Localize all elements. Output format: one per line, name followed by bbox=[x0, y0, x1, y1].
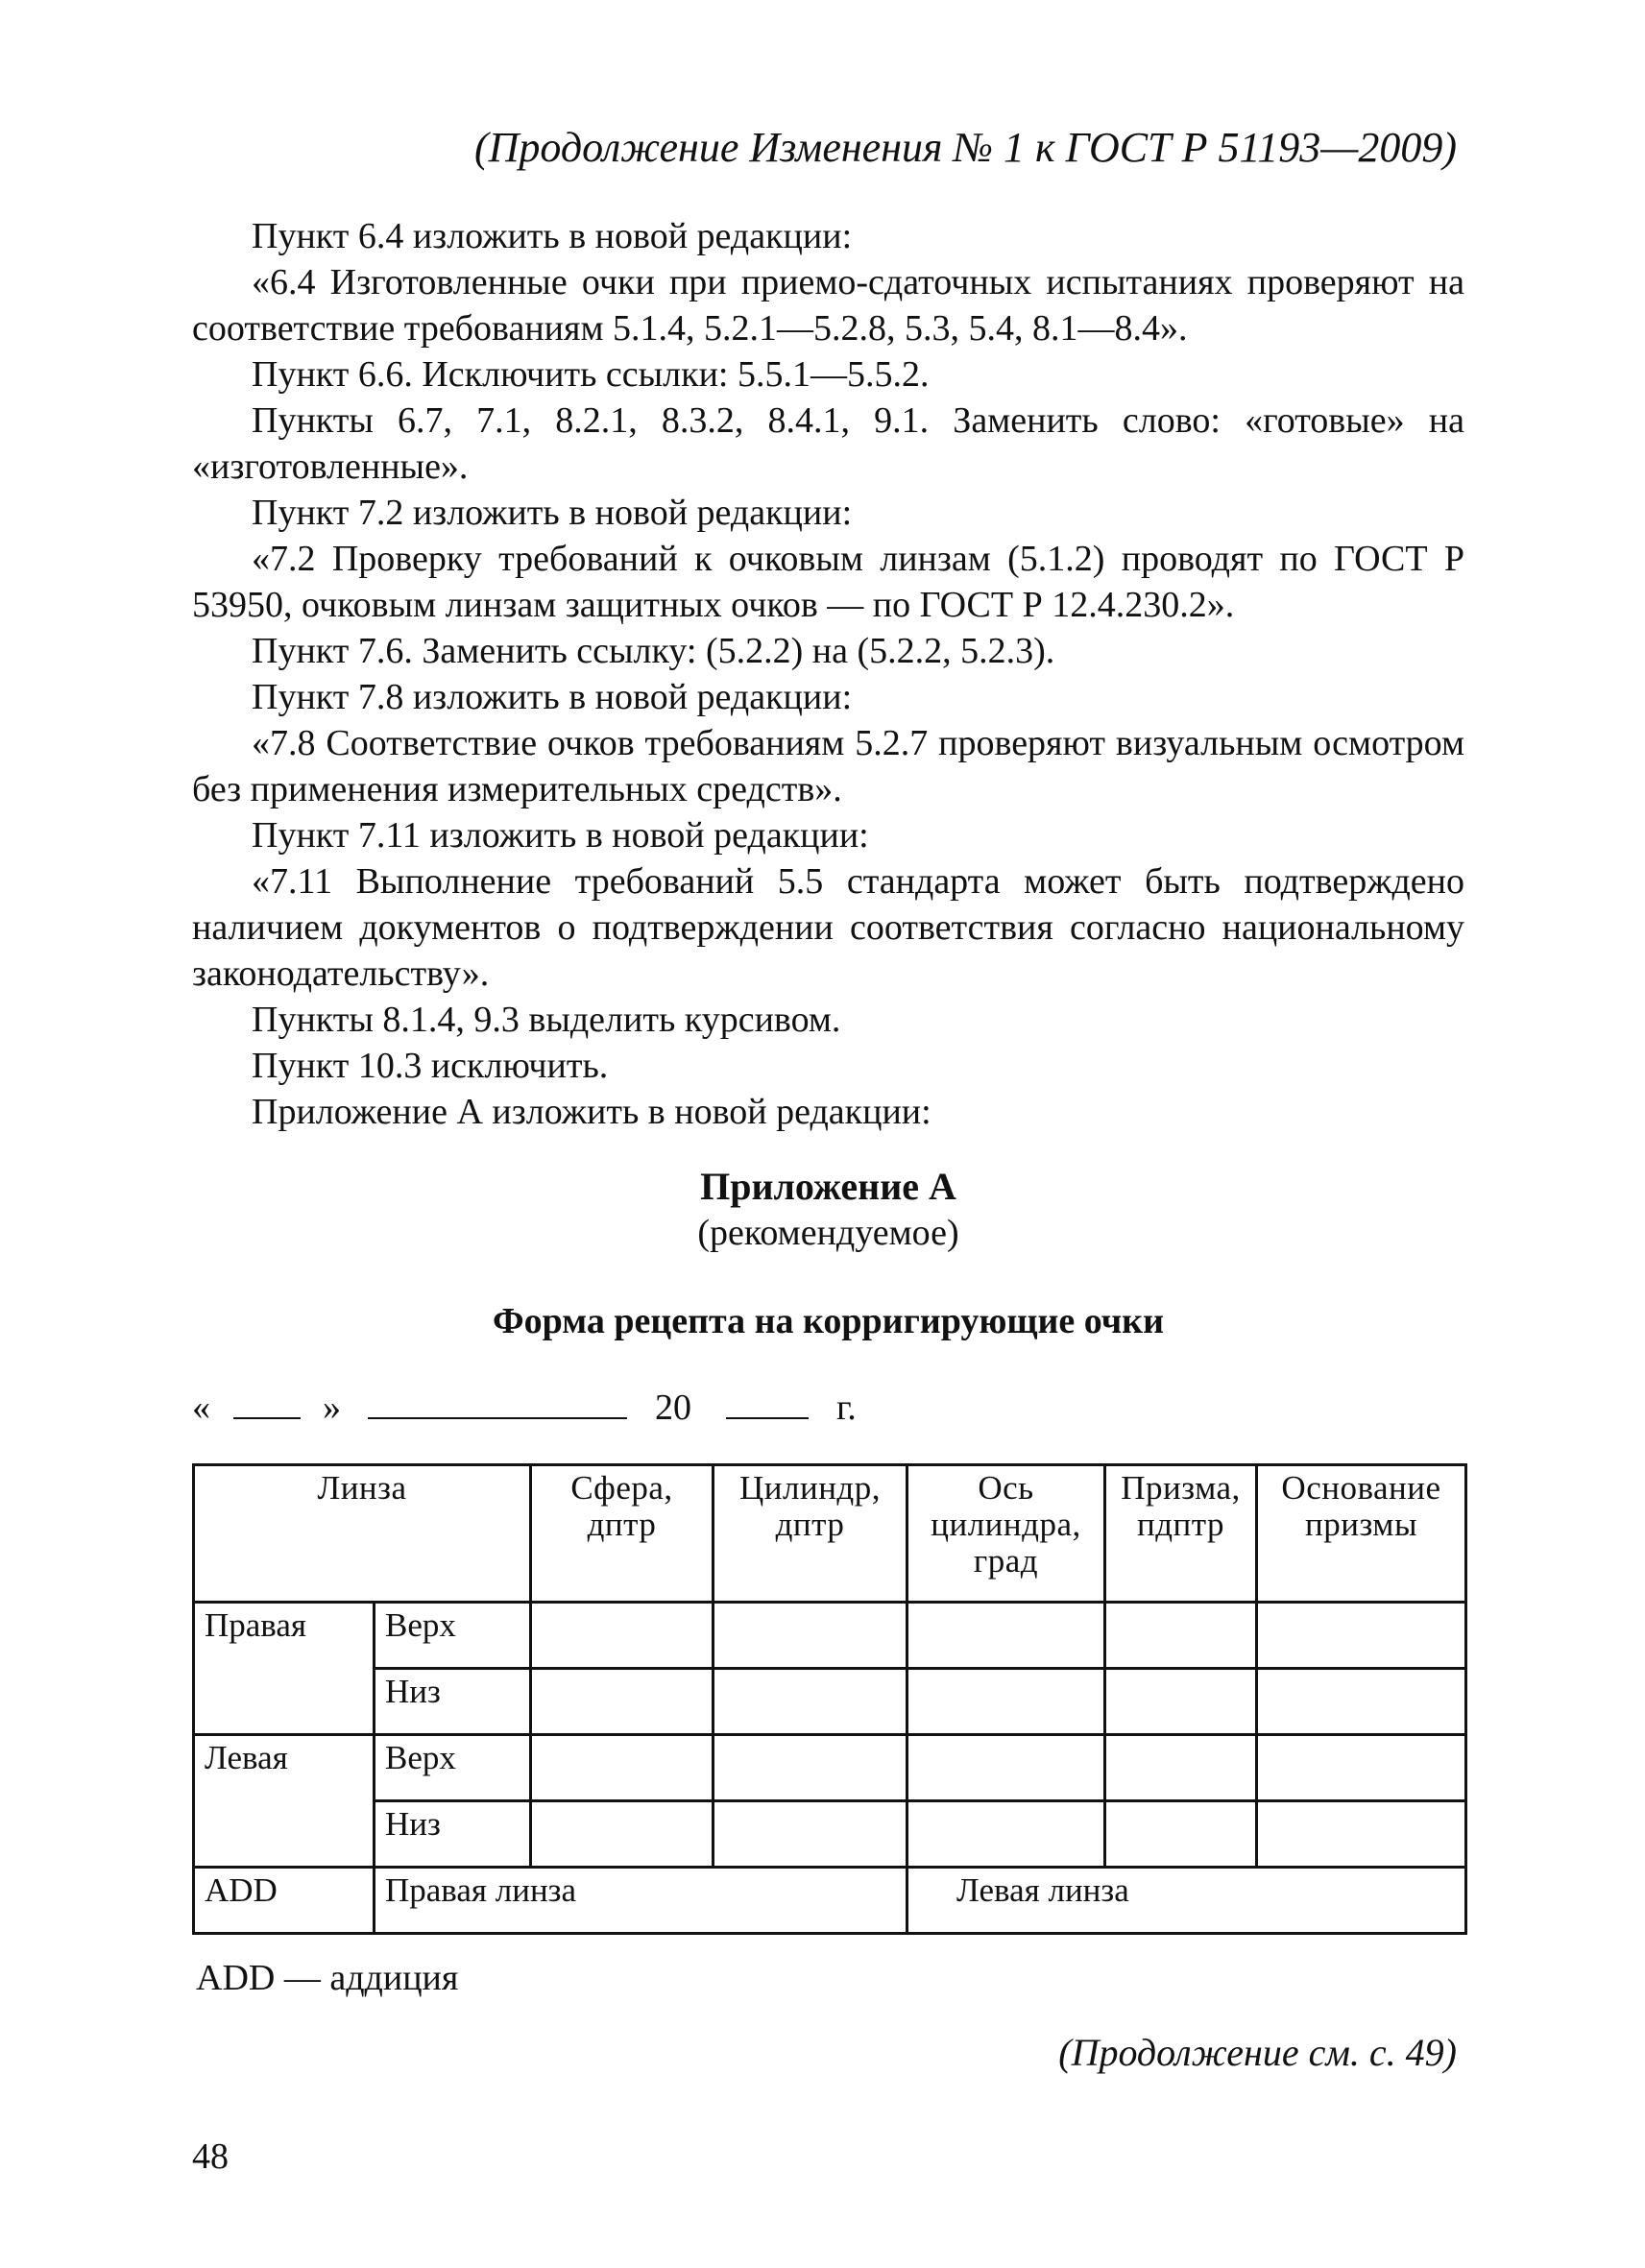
row-bottom: Низ bbox=[375, 1801, 531, 1868]
table-row bbox=[194, 1735, 1466, 1801]
row-right-eye: Правая bbox=[194, 1603, 375, 1735]
add-left-lens[interactable]: Левая линза bbox=[907, 1868, 1466, 1934]
open-quote: « bbox=[192, 1387, 210, 1428]
table-row-add bbox=[194, 1868, 1466, 1934]
paragraph: Пункт 7.2 изложить в новой редакции: bbox=[252, 493, 853, 533]
cell-sphere[interactable] bbox=[531, 1603, 714, 1669]
close-quote: » bbox=[323, 1387, 341, 1428]
appendix-subtitle: (рекомендуемое) bbox=[697, 1213, 959, 1253]
year-suffix: г. bbox=[836, 1387, 857, 1428]
paragraph: Пункт 10.3 исключить. bbox=[252, 1046, 609, 1086]
cell-sphere[interactable] bbox=[531, 1801, 714, 1868]
continuation-header: (Продолжение Изменения № 1 к ГОСТ Р 51193—2009) bbox=[473, 124, 1457, 171]
page-number: 48 bbox=[192, 2136, 229, 2177]
paragraph: «6.4 Изготовленные очки при приемо-сдаточных испытаниях проверяют на соответствие требованиям 5.1.4, 5.2.1—5.2.8, 5.3, 5.4, 8.1—8.4». bbox=[192, 262, 1464, 349]
table-row bbox=[194, 1603, 1466, 1669]
cell-base[interactable] bbox=[1257, 1801, 1466, 1868]
header-axis: Ось цилиндра, град bbox=[907, 1465, 1105, 1603]
cell-prism[interactable] bbox=[1105, 1735, 1257, 1801]
year-prefix: 20 bbox=[655, 1387, 691, 1428]
paragraph: Пункт 7.6. Заменить ссылку: (5.2.2) на (5.2.2, 5.2.3). bbox=[252, 631, 1055, 671]
paragraph: Пункт 6.4 изложить в новой редакции: bbox=[252, 216, 853, 256]
paragraph: Приложение А изложить в новой редакции: bbox=[252, 1092, 931, 1132]
prescription-table bbox=[192, 1463, 1467, 1935]
row-add: ADD bbox=[194, 1868, 375, 1934]
paragraph: Пункт 7.11 изложить в новой редакции: bbox=[252, 815, 869, 856]
cell-base[interactable] bbox=[1257, 1735, 1466, 1801]
cell-axis[interactable] bbox=[907, 1669, 1105, 1735]
cell-cylinder[interactable] bbox=[714, 1735, 907, 1801]
cell-base[interactable] bbox=[1257, 1603, 1466, 1669]
year-blank bbox=[726, 1388, 809, 1419]
table-row bbox=[194, 1801, 1466, 1868]
table-header-row bbox=[194, 1465, 1466, 1603]
paragraph: Пункты 6.7, 7.1, 8.2.1, 8.3.2, 8.4.1, 9.1. Заменить слово: «готовые» на «изготовленные». bbox=[192, 400, 1464, 487]
row-top: Верх bbox=[375, 1603, 531, 1669]
amendment-text bbox=[192, 213, 1464, 1135]
cell-prism[interactable] bbox=[1105, 1801, 1257, 1868]
cell-axis[interactable] bbox=[907, 1735, 1105, 1801]
cell-axis[interactable] bbox=[907, 1801, 1105, 1868]
continued-note: (Продолжение см. с. 49) bbox=[1058, 2031, 1457, 2074]
row-left-eye: Левая bbox=[194, 1735, 375, 1868]
appendix-title: Приложение А bbox=[700, 1165, 956, 1208]
cell-cylinder[interactable] bbox=[714, 1669, 907, 1735]
header-prism: Призма, пдптр bbox=[1105, 1465, 1257, 1603]
paragraph: Пункты 8.1.4, 9.3 выделить курсивом. bbox=[252, 1000, 841, 1040]
cell-cylinder[interactable] bbox=[714, 1801, 907, 1868]
month-blank bbox=[368, 1388, 627, 1419]
cell-axis[interactable] bbox=[907, 1603, 1105, 1669]
paragraph: Пункт 6.6. Исключить ссылки: 5.5.1—5.5.2. bbox=[252, 354, 930, 395]
cell-base[interactable] bbox=[1257, 1669, 1466, 1735]
form-title: Форма рецепта на корригирующие очки bbox=[493, 1301, 1164, 1341]
row-bottom: Низ bbox=[375, 1669, 531, 1735]
paragraph: «7.2 Проверку требований к очковым линзам (5.1.2) проводят по ГОСТ Р 53950, очковым линзам защитных очков — по ГОСТ Р 12.4.230.2». bbox=[192, 539, 1464, 625]
header-base: Основание призмы bbox=[1257, 1465, 1466, 1603]
paragraph: «7.11 Выполнение требований 5.5 стандарта может быть подтверждено наличием документов о подтверждении соответствия согласно национальному законодательству». bbox=[192, 861, 1464, 994]
cell-sphere[interactable] bbox=[531, 1669, 714, 1735]
paragraph: «7.8 Соответствие очков требованиям 5.2.7 проверяют визуальным осмотром без применения измерительных средств». bbox=[192, 723, 1464, 809]
cell-prism[interactable] bbox=[1105, 1669, 1257, 1735]
cell-sphere[interactable] bbox=[531, 1735, 714, 1801]
add-footnote: ADD — аддиция bbox=[196, 1958, 459, 1998]
cell-prism[interactable] bbox=[1105, 1603, 1257, 1669]
day-blank bbox=[233, 1388, 301, 1419]
header-lens: Линза bbox=[194, 1465, 531, 1603]
date-line bbox=[192, 1387, 857, 1429]
paragraph: Пункт 7.8 изложить в новой редакции: bbox=[252, 677, 853, 717]
header-cylinder: Цилиндр, дптр bbox=[714, 1465, 907, 1603]
cell-cylinder[interactable] bbox=[714, 1603, 907, 1669]
add-right-lens[interactable]: Правая линза bbox=[375, 1868, 907, 1934]
row-top: Верх bbox=[375, 1735, 531, 1801]
table-row bbox=[194, 1669, 1466, 1735]
header-sphere: Сфера, дптр bbox=[531, 1465, 714, 1603]
